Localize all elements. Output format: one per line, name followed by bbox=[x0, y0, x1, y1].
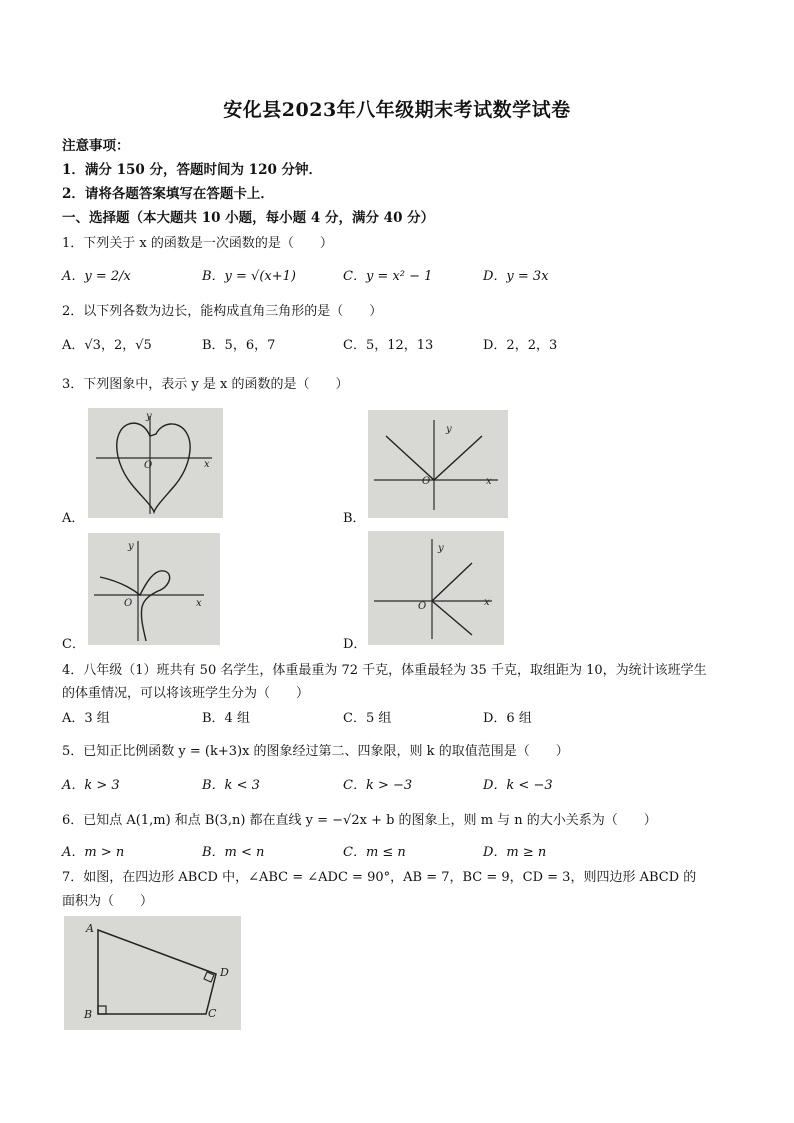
q3-label-c: C． bbox=[62, 637, 85, 652]
q4-option-b: B．4 组 bbox=[202, 711, 250, 726]
q3-label-a: A． bbox=[62, 511, 85, 526]
graph-c-loop-curve bbox=[88, 533, 220, 645]
graph-a-heart-curve bbox=[88, 408, 223, 518]
q3-label-d: D． bbox=[343, 637, 367, 652]
quadrilateral-abcd bbox=[64, 916, 241, 1030]
q6-option-c: C．m ≤ n bbox=[343, 845, 406, 860]
svg-text:O: O bbox=[124, 598, 133, 609]
q5-option-a: A．k > 3 bbox=[62, 778, 120, 793]
q2-option-a: A．√3，2，√5 bbox=[62, 338, 152, 353]
notice-item-2: 2．请将各题答案填写在答题卡上． bbox=[62, 186, 274, 202]
graph-b-v-curve bbox=[368, 410, 508, 518]
q1-option-b: B．y = √(x+1) bbox=[202, 269, 296, 284]
q4-option-c: C．5 组 bbox=[343, 711, 392, 726]
svg-text:B: B bbox=[84, 1008, 93, 1021]
question-7-stem-line2: 面积为（ ） bbox=[62, 894, 154, 909]
svg-text:y: y bbox=[446, 424, 452, 435]
q3-graph-b bbox=[368, 410, 508, 518]
question-5-stem: 5．已知正比例函数 y = (k+3)x 的图象经过第二、四象限，则 k 的取值范围是（ ） bbox=[62, 744, 569, 759]
q1-option-c: C．y = x² − 1 bbox=[343, 269, 433, 284]
svg-text:D: D bbox=[220, 966, 229, 979]
q5-option-b: B．k < 3 bbox=[202, 778, 260, 793]
section-heading: 一、选择题（本大题共 10 小题，每小题 4 分，满分 40 分） bbox=[62, 210, 435, 226]
q2-option-c: C．5，12，13 bbox=[343, 338, 434, 353]
q6-option-d: D．m ≥ n bbox=[483, 845, 547, 860]
exam-title: 安化县2023年八年级期末考试数学试卷 bbox=[223, 99, 571, 121]
q3-graph-d bbox=[368, 531, 504, 645]
q7-quadrilateral-figure bbox=[64, 916, 241, 1030]
svg-text:O: O bbox=[422, 476, 431, 487]
svg-text:x: x bbox=[486, 476, 492, 487]
q5-option-c: C．k > −3 bbox=[343, 778, 413, 793]
svg-text:x: x bbox=[196, 598, 202, 609]
svg-text:y: y bbox=[146, 411, 152, 422]
question-1-stem: 1．下列关于 x 的函数是一次函数的是（ ） bbox=[62, 236, 333, 251]
svg-text:C: C bbox=[208, 1007, 217, 1020]
q4-option-d: D．6 组 bbox=[483, 711, 532, 726]
svg-text:O: O bbox=[144, 460, 153, 471]
question-7-stem-line1: 7．如图，在四边形 ABCD 中，∠ABC = ∠ADC = 90°，AB = 7，BC = 9，CD = 3，则四边形 ABCD 的 bbox=[62, 870, 697, 885]
q3-graph-c bbox=[88, 533, 220, 645]
graph-d-rays-curve bbox=[368, 531, 504, 645]
notice-heading: 注意事项： bbox=[62, 138, 130, 154]
notice-item-1: 1．满分 150 分，答题时间为 120 分钟． bbox=[62, 162, 323, 178]
svg-text:x: x bbox=[484, 597, 490, 608]
q4-option-a: A．3 组 bbox=[62, 711, 110, 726]
q3-graph-a bbox=[88, 408, 223, 518]
q2-option-b: B．5，6，7 bbox=[202, 338, 276, 353]
q5-option-d: D．k < −3 bbox=[483, 778, 553, 793]
question-4-stem-line1: 4．八年级（1）班共有 50 名学生，体重最重为 72 千克，体重最轻为 35 千克，取组距为 10，为统计该班学生 bbox=[62, 663, 707, 678]
svg-text:y: y bbox=[438, 543, 444, 554]
question-2-stem: 2．以下列各数为边长，能构成直角三角形的是（ ） bbox=[62, 304, 383, 319]
q1-option-d: D．y = 3x bbox=[483, 269, 549, 284]
question-6-stem: 6．已知点 A(1,m) 和点 B(3,n) 都在直线 y = −√2x + b 的图象上，则 m 与 n 的大小关系为（ ） bbox=[62, 813, 657, 828]
svg-text:A: A bbox=[86, 922, 94, 935]
q6-option-b: B．m < n bbox=[202, 845, 265, 860]
q1-option-a: A．y = 2/x bbox=[62, 269, 131, 284]
svg-text:y: y bbox=[128, 541, 134, 552]
svg-text:O: O bbox=[418, 601, 427, 612]
q3-label-b: B． bbox=[343, 511, 366, 526]
question-3-stem: 3．下列图象中，表示 y 是 x 的函数的是（ ） bbox=[62, 377, 349, 392]
svg-text:x: x bbox=[204, 459, 210, 470]
q2-option-d: D．2，2，3 bbox=[483, 338, 558, 353]
q6-option-a: A．m > n bbox=[62, 845, 125, 860]
question-4-stem-line2: 的体重情况，可以将该班学生分为（ ） bbox=[62, 686, 310, 701]
